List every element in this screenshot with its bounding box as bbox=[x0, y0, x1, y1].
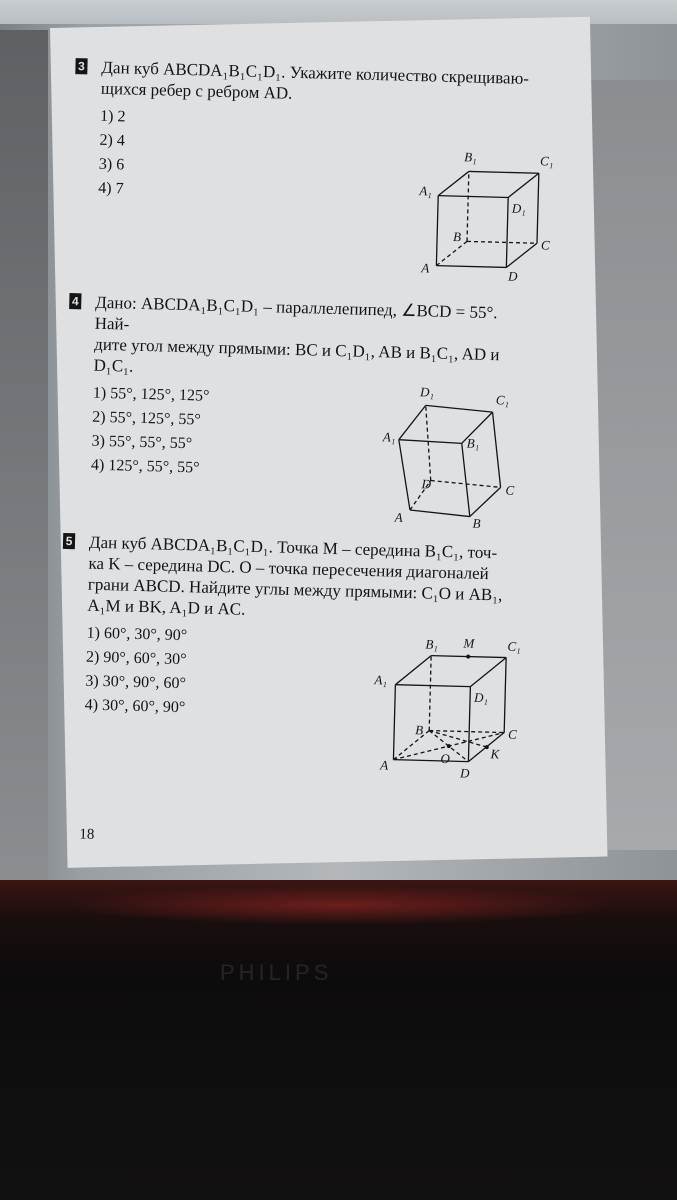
vertex-label: C bbox=[540, 237, 550, 253]
problem-statement: Дан куб ABCDA₁B₁C₁D₁. Укажите количество скрещиваю- щихся ребер с ребром AD. bbox=[100, 57, 530, 103]
page-number: 18 bbox=[79, 826, 95, 843]
vertex-label: A bbox=[394, 509, 403, 525]
parallelepiped-figure-4 bbox=[384, 379, 538, 533]
problem-number: 5 bbox=[63, 533, 75, 549]
vertex-label: A bbox=[421, 260, 430, 276]
vertex-label: B bbox=[472, 515, 481, 531]
problem-number: 4 bbox=[69, 293, 81, 309]
answer-option: 4) 125°, 55°, 55° bbox=[90, 456, 200, 477]
vertex-label: D₁ bbox=[473, 689, 489, 706]
point-label: K bbox=[490, 746, 500, 762]
vertex-label: C₁ bbox=[539, 153, 554, 169]
vertex-label: D₁ bbox=[511, 200, 527, 216]
answer-option: 4) 30°, 60°, 90° bbox=[84, 696, 186, 717]
answer-option: 1) 2 bbox=[99, 107, 126, 126]
vertex-label: B₁ bbox=[466, 435, 480, 451]
answer-option: 2) 90°, 60°, 30° bbox=[85, 648, 187, 669]
vertex-label: A₁ bbox=[374, 672, 388, 688]
answer-option: 1) 55°, 125°, 125° bbox=[92, 384, 210, 405]
vertex-label: D bbox=[507, 268, 518, 284]
answer-option: 1) 60°, 30°, 90° bbox=[86, 624, 188, 645]
answer-option: 4) 7 bbox=[98, 179, 124, 198]
vertex-label: C bbox=[505, 482, 515, 498]
vertex-label: C₁ bbox=[495, 392, 510, 408]
vertex-label: A₁ bbox=[382, 429, 396, 445]
vertex-label: D bbox=[421, 476, 432, 492]
vertex-label: C bbox=[507, 726, 518, 742]
vertex-label: B₁ bbox=[464, 149, 477, 165]
answer-option: 3) 55°, 55°, 55° bbox=[91, 432, 193, 453]
vertex-label: C₁ bbox=[507, 638, 521, 654]
vertex-label: D₁ bbox=[419, 384, 435, 400]
vertex-label: B bbox=[452, 229, 462, 245]
desk-surface bbox=[0, 880, 677, 1200]
page-content bbox=[51, 46, 572, 879]
red-reflection bbox=[60, 885, 620, 925]
answer-option: 3) 6 bbox=[98, 155, 125, 174]
cube-figure-5 bbox=[374, 629, 537, 783]
vertex-label: B₁ bbox=[425, 636, 439, 652]
vertex-label: D bbox=[459, 765, 470, 781]
answer-option: 2) 55°, 125°, 55° bbox=[92, 408, 202, 429]
vertex-label: A bbox=[380, 757, 389, 773]
left-shadow bbox=[0, 30, 48, 900]
cube-figure-3 bbox=[411, 140, 555, 284]
problem-statement: Дано: ABCDA₁B₁C₁D₁ – параллелепипед, ∠BCD = 55°. Най- дите угол между прямыми: BC и C₁D₁, AB и B₁C₁, AD и D₁C₁. bbox=[93, 292, 500, 376]
point-label: M bbox=[463, 635, 475, 651]
problem-statement: Дан куб ABCDA₁B₁C₁D₁. Точка M – середина B₁C₁, точ- ка K – середина DC. O – точка пересечения диагоналей грани ABCD. Найдите углы между прямыми: C₁O и AB₁, A₁M и BK, A₁D и AC. bbox=[87, 532, 503, 619]
monitor-brand-logo: PHILIPS bbox=[220, 960, 333, 985]
problem-number: 3 bbox=[75, 58, 87, 74]
vertex-label: A₁ bbox=[419, 183, 432, 199]
point-label: O bbox=[440, 750, 451, 767]
answer-option: 2) 4 bbox=[99, 131, 126, 150]
vertex-label: B bbox=[415, 722, 424, 738]
answer-option: 3) 30°, 90°, 60° bbox=[85, 672, 187, 693]
